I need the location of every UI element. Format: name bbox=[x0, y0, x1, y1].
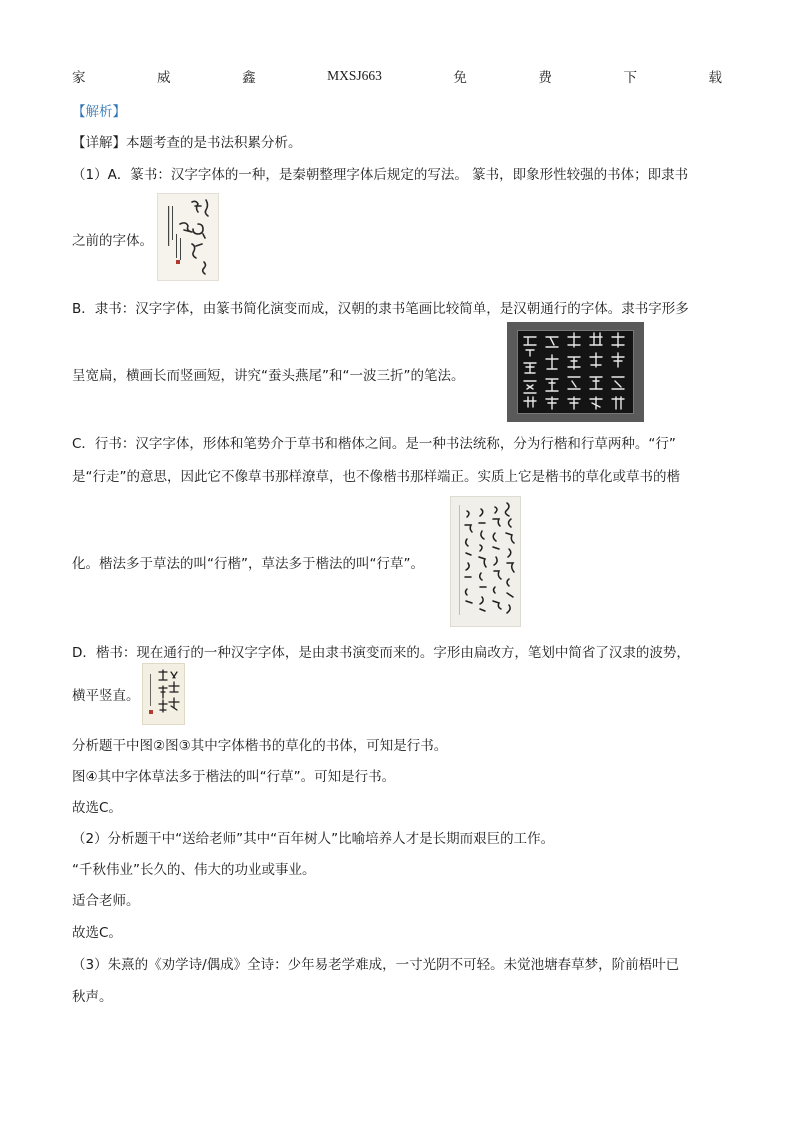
header-char: 免 bbox=[453, 70, 467, 86]
rubbing-panel bbox=[517, 330, 634, 414]
paragraph-line: 之前的字体。 bbox=[72, 233, 153, 249]
paragraph-line: B．隶书：汉字字体，由篆书简化演变而成，汉朝的隶书笔画比较简单，是汉朝通行的字体。隶书字形多 bbox=[72, 301, 689, 317]
header-char: 费 bbox=[538, 70, 552, 86]
header-code: MXSJ663 bbox=[327, 68, 382, 83]
paragraph-line: 故选C。 bbox=[72, 925, 122, 941]
page-header bbox=[72, 66, 722, 86]
seal-script-image bbox=[157, 193, 219, 281]
paragraph-line: D．楷书：现在通行的一种汉字字体，是由隶书演变而来的。字形由扁改方，笔划中简省了汉隶的波势， bbox=[72, 645, 690, 661]
paragraph-line: 故选C。 bbox=[72, 800, 122, 816]
paragraph-line: 分析题干中图②图③其中字体楷书的草化的书体，可知是行书。 bbox=[72, 738, 448, 754]
paragraph-line: 呈宽扁，横画长而竖画短，讲究“蚕头燕尾”和“一波三折”的笔法。 bbox=[72, 368, 465, 384]
regular-script-image bbox=[142, 663, 185, 725]
section-title: 【解析】 bbox=[72, 104, 126, 120]
paragraph-line: C．行书：汉字字体，形体和笔势介于草书和楷体之间。是一种书法统称，分为行楷和行草两种。“行” bbox=[72, 436, 676, 452]
running-script-image bbox=[450, 496, 521, 627]
header-char: 威 bbox=[157, 70, 171, 86]
paragraph-line: 秋声。 bbox=[72, 989, 113, 1005]
paragraph-line: （1）A．篆书：汉字字体的一种，是秦朝整理字体后规定的写法。 篆书，即象形性较强的书体；即隶书 bbox=[72, 167, 689, 183]
paragraph-line: 图④其中字体草法多于楷法的叫“行草”。可知是行书。 bbox=[72, 769, 396, 785]
header-char: 载 bbox=[708, 70, 722, 86]
paragraph-line: （3）朱熹的《劝学诗/偶成》全诗：少年易老学难成，一寸光阴不可轻。未觉池塘春草梦，阶前梧叶已 bbox=[72, 957, 680, 973]
header-char: 家 bbox=[72, 70, 86, 86]
paragraph-line: （2）分析题干中“送给老师”其中“百年树人”比喻培养人才是长期而艰巨的工作。 bbox=[72, 831, 555, 847]
paragraph-line: 横平竖直。 bbox=[72, 688, 140, 704]
header-char: 下 bbox=[623, 70, 637, 86]
clerical-script-rubbing-image bbox=[507, 322, 644, 422]
paragraph-line: “千秋伟业”长久的、伟大的功业或事业。 bbox=[72, 862, 316, 878]
paragraph-line: 适合老师。 bbox=[72, 893, 140, 909]
paragraph-line: 化。楷法多于草法的叫“行楷”，草法多于楷法的叫“行草”。 bbox=[72, 556, 424, 572]
paragraph-line: 是“行走”的意思，因此它不像草书那样潦草，也不像楷书那样端正。实质上它是楷书的草化或草书的楷 bbox=[72, 469, 680, 485]
paragraph-line: 【详解】本题考查的是书法积累分析。 bbox=[72, 135, 302, 151]
header-char: 鑫 bbox=[242, 70, 256, 86]
